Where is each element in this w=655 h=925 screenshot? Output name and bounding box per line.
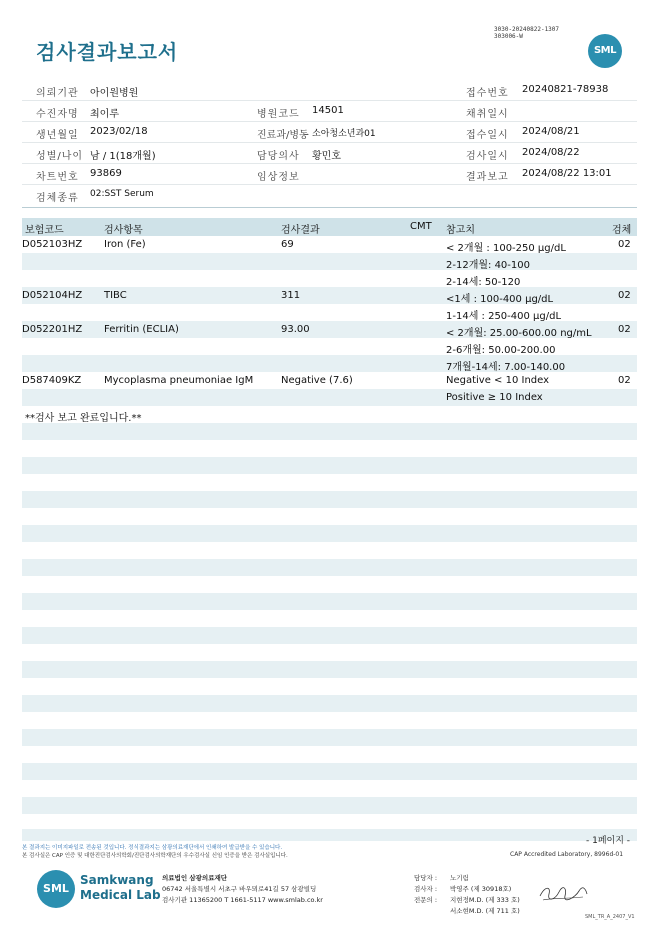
birth-value: 2023/02/18 <box>90 126 148 137</box>
row-ref-line: 2-14세: 50-120 <box>446 277 521 288</box>
specialist-value-1: 지현정M.D. (제 333 호) <box>450 896 520 904</box>
col-cmt-header: CMT <box>410 221 432 232</box>
page-number: - 1페이지 - <box>586 836 631 846</box>
stripe <box>22 559 637 576</box>
row-specimen: 02 <box>618 324 631 335</box>
row-item: Mycoplasma pneumoniae IgM <box>104 375 254 386</box>
row-item: TIBC <box>104 290 127 301</box>
signature-icon <box>537 882 589 904</box>
row-code: D052103HZ <box>22 239 83 250</box>
clinical-label: 임상정보 <box>257 172 300 183</box>
row-ref-line: 7개월-14세: 7.00-140.00 <box>446 362 566 373</box>
row-result: Negative (7.6) <box>281 375 353 386</box>
report-subcode: 303006-W <box>494 33 523 40</box>
org-name: 의료법인 삼광의료재단 <box>162 874 228 882</box>
sex-age-value: 남 / 1(18개월) <box>90 151 156 162</box>
hospital-value: 아이원병원 <box>90 88 139 99</box>
row-ref-line: 2-6개월: 50.00-200.00 <box>446 345 556 356</box>
brand-name-line2: Medical Lab <box>80 888 161 902</box>
row-item: Iron (Fe) <box>104 239 146 250</box>
row-item: Ferritin (ECLIA) <box>104 324 179 335</box>
info-row-specimen <box>22 185 637 206</box>
tester-value: 박영주 (제 30918호) <box>450 885 512 893</box>
row-ref-line: Positive ≥ 10 Index <box>446 392 543 403</box>
specimen-value: 02:SST Serum <box>90 189 154 199</box>
stripe <box>22 695 637 712</box>
cap-accreditation: CAP Accredited Laboratory, 8996d-01 <box>510 851 624 858</box>
row-code: D587409KZ <box>22 375 82 386</box>
col-result-header: 검사결과 <box>281 225 320 236</box>
stripe <box>22 627 637 644</box>
col-item-header: 검사항목 <box>104 225 143 236</box>
dept-label: 진료과/병동 <box>257 130 309 141</box>
brand-name-line1: Samkwang <box>80 873 154 887</box>
stripe <box>22 423 637 440</box>
info-row-sex <box>22 143 637 164</box>
hospital-code-label: 병원코드 <box>257 109 300 120</box>
doctor-label: 담당의사 <box>257 151 300 162</box>
info-row-hospital <box>22 80 637 101</box>
specialist-value-2: 서소현M.D. (제 711 호) <box>450 907 520 915</box>
name-value: 최이루 <box>90 109 119 120</box>
page-title: 검사결과보고서 <box>36 40 179 64</box>
stripe <box>22 491 637 508</box>
report-code: 3030-20240822-1307 <box>494 26 560 33</box>
info-row-name <box>22 101 637 122</box>
row-ref-line: < 2개월 : 100-250 μg/dL <box>446 243 566 254</box>
stripe <box>22 457 637 474</box>
results-header <box>22 218 637 236</box>
doctor-value: 황민호 <box>312 151 341 162</box>
tester-label: 검사자 : <box>414 885 438 893</box>
specimen-label: 검체종류 <box>36 193 79 204</box>
stripe <box>22 763 637 780</box>
document-id: SML_TR_A_2407_V1 <box>585 914 635 920</box>
row-code: D052104HZ <box>22 290 83 301</box>
row-result: 69 <box>281 239 294 250</box>
hospital-label: 의뢰기관 <box>36 88 79 99</box>
row-ref-line: < 2개월: 25.00-600.00 ng/mL <box>446 328 592 339</box>
receipt-date-label: 접수일시 <box>466 130 509 141</box>
test-date-label: 검사일시 <box>466 151 509 162</box>
sml-logo: SML <box>588 34 622 68</box>
row-ref-line: Negative < 10 Index <box>446 375 550 386</box>
row-ref-line: 2-12개월: 40-100 <box>446 260 530 271</box>
dept-value: 소아청소년과01 <box>312 129 376 139</box>
manager-label: 담당자 : <box>414 874 438 882</box>
col-ref-header: 참고치 <box>446 225 475 236</box>
receipt-no-label: 접수번호 <box>466 88 509 99</box>
birth-label: 생년월일 <box>36 130 79 141</box>
receipt-date-value: 2024/08/21 <box>522 126 580 137</box>
sex-age-label: 성별/나이 <box>36 151 84 162</box>
name-label: 수진자명 <box>36 109 79 120</box>
stripe <box>22 729 637 746</box>
org-contact: 검사기관 11365200 T 1661-5117 www.smlab.co.kr <box>162 896 323 904</box>
stripe <box>22 525 637 542</box>
row-specimen: 02 <box>618 290 631 301</box>
stripe <box>22 661 637 678</box>
collect-date-label: 채취일시 <box>466 109 509 120</box>
org-address: 06742 서울특별시 서초구 바우뫼로41길 57 삼광빌딩 <box>162 885 317 893</box>
receipt-no-value: 20240821-78938 <box>522 84 609 95</box>
row-result: 311 <box>281 290 301 301</box>
col-code-header: 보험코드 <box>25 225 64 236</box>
hospital-code-value: 14501 <box>312 105 344 116</box>
row-result: 93.00 <box>281 324 310 335</box>
row-code: D052201HZ <box>22 324 83 335</box>
report-date-value: 2024/08/22 13:01 <box>522 168 612 179</box>
chart-no-value: 93869 <box>90 168 122 179</box>
manager-value: 노기림 <box>450 874 469 882</box>
image-notice: 본 결과지는 이미지파일로 전송된 것입니다. 정식결과지는 삼광의료재단에서 인쇄하여 발급받을 수 있습니다. <box>22 845 283 851</box>
row-specimen: 02 <box>618 375 631 386</box>
row-specimen: 02 <box>618 239 631 250</box>
report-complete-text: **검사 보고 완료입니다.** <box>25 413 142 424</box>
stripe <box>22 593 637 610</box>
accreditation-note: 본 검사실은 CAP 인증 및 대한진단검사의학회/진단검사의학재단의 우수검사실 신임 인증을 받은 검사실입니다. <box>22 853 288 859</box>
stripe <box>22 253 637 270</box>
col-specimen-header: 검체 <box>612 225 632 236</box>
info-row-chart <box>22 164 637 185</box>
stripe <box>22 389 637 406</box>
stripe <box>22 797 637 814</box>
info-divider <box>22 207 637 208</box>
row-ref-line: <1세 : 100-400 μg/dL <box>446 294 554 305</box>
test-date-value: 2024/08/22 <box>522 147 580 158</box>
chart-no-label: 차트번호 <box>36 172 79 183</box>
row-ref-line: 1-14세 : 250-400 μg/dL <box>446 311 562 322</box>
sml-logo-bottom: SML <box>37 870 75 908</box>
info-row-birth <box>22 122 637 143</box>
stripe <box>22 829 637 841</box>
report-date-label: 결과보고 <box>466 172 509 183</box>
specialist-label: 전문의 : <box>414 896 438 904</box>
